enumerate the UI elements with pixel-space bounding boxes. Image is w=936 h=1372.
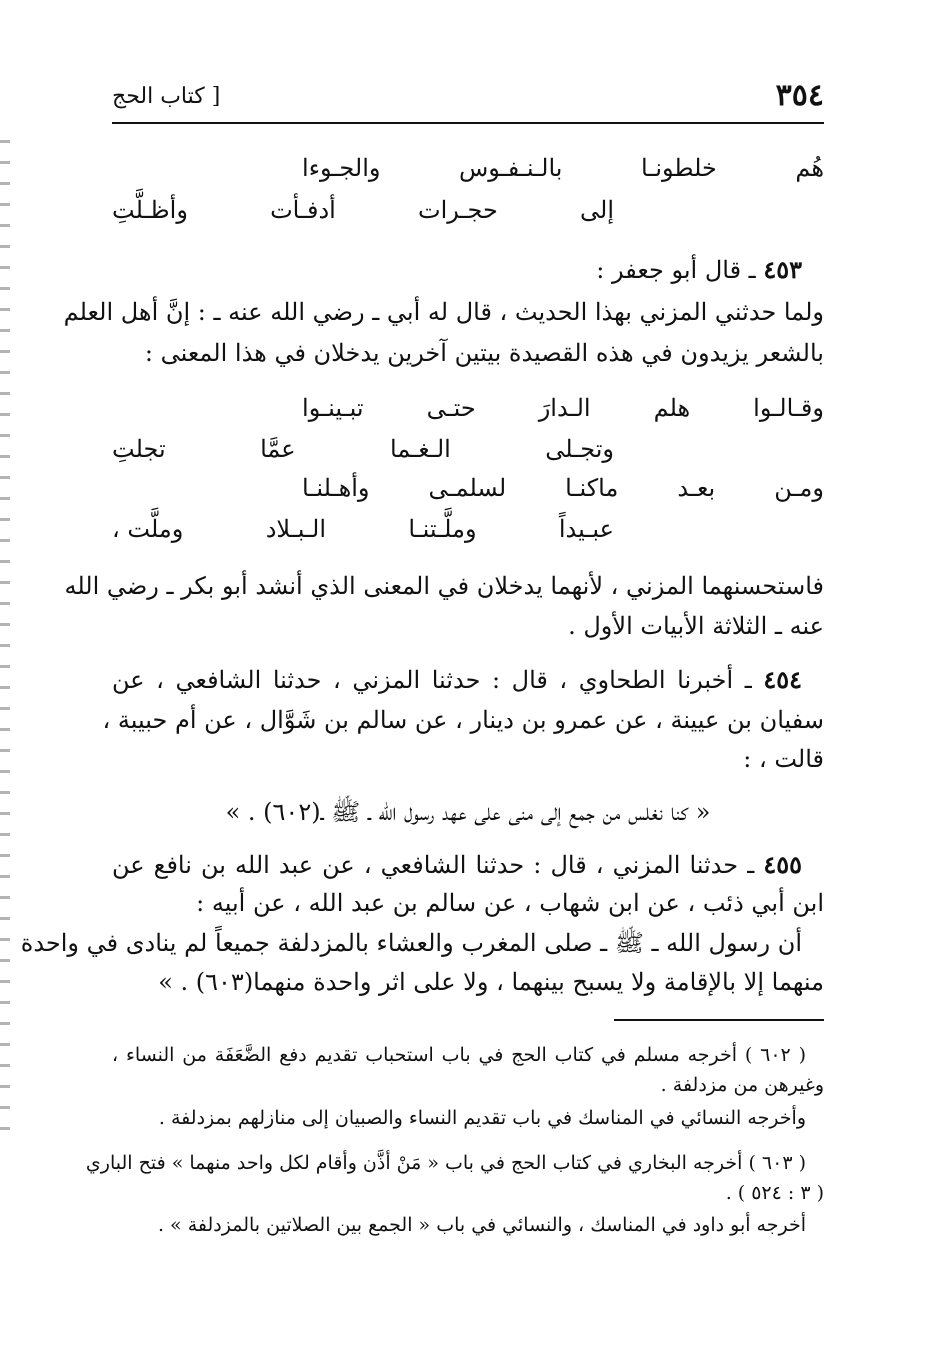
text-line: منهما إلا بالإقامة ولا يسبح بينهما ، ولا على اثر واحدة منهما(٦٠٣) . » <box>158 968 824 996</box>
footnote-line: أخرجه أبو داود في المناسك ، والنسائي في باب « الجمع بين الصلاتين بالمزدلفة » . <box>157 1214 806 1236</box>
verse-word: تجلتِ <box>112 435 166 463</box>
verse-word: هلم <box>653 394 691 422</box>
verse-word: الـغـما <box>390 435 451 463</box>
verse-word: لسلمـى <box>428 474 507 502</box>
footnote-line: ( ٣ : ٥٢٤ ) . <box>725 1182 824 1204</box>
verse-word: وملَّت ، <box>112 515 184 543</box>
text-line: عنه ـ الثلاثة الأبيات الأول . <box>568 612 824 640</box>
footnote-line: وغيرهن من مزدلفة . <box>660 1074 824 1096</box>
page-number: ٣٥٤ <box>775 78 824 113</box>
verse-line <box>112 507 824 551</box>
verse-word: وتجـلى <box>545 435 614 463</box>
text-run: ـ أخبرنا الطحاوي ، قال : حدثنا المزني ، حدثنا الشافعي ، عن <box>112 666 764 694</box>
verse-word: إلى <box>580 196 614 224</box>
section-number: ٤٥٥ <box>763 850 802 879</box>
footnote-line: وأخرجه النسائي في المناسك في باب تقديم النساء والصبيان إلى منازلهم بمزدلفة . <box>158 1107 806 1129</box>
verse-line <box>112 146 824 190</box>
verse-line <box>112 386 824 430</box>
verse-word: خلطونـا <box>640 154 717 182</box>
verse-word: تبـينـوا <box>302 394 364 422</box>
verse-word: ومـن <box>774 474 824 502</box>
page-header <box>112 76 824 120</box>
verse-word: حتـى <box>426 394 476 422</box>
verse-word: وقـالـوا <box>753 394 824 422</box>
verse-word: عمَّا <box>260 435 296 463</box>
verse-word: أدفـأت <box>270 196 336 224</box>
section-first-line <box>112 660 824 700</box>
text-run: ـ حدثنا المزني ، قال : حدثنا الشافعي ، عن عبد الله بن نافع عن <box>112 851 764 879</box>
verse-word: الـبـلاد <box>265 515 326 543</box>
text-line: ابن أبي ذئب ، عن ابن شهاب ، عن سالم بن عبد الله ، عن أبيه : <box>196 889 824 917</box>
text-line: قالت ، : <box>743 745 824 773</box>
verse-line <box>112 188 824 232</box>
text-line: ولما حدثني المزني بهذا الحديث ، قال له أبي ـ رضي الله عنه ـ : إنَّ أهل العلم <box>63 298 824 326</box>
footnote-rule <box>614 1019 824 1021</box>
text-line: أن رسول الله ـ ﷺ ـ صلى المغرب والعشاء بالمزدلفة جميعاً لم ينادى في واحدة <box>20 929 802 957</box>
header-rule <box>112 122 824 124</box>
verse-word: هُم <box>795 154 824 182</box>
verse-word: الـدارَ <box>538 394 591 422</box>
verse-word: بعـد <box>677 474 716 502</box>
verse-word: ماكنـا <box>565 474 619 502</box>
section-heading <box>112 250 824 290</box>
verse-word: والجـوءا <box>302 154 381 182</box>
text-line: سفيان بن عيينة ، عن عمرو بن دينار ، عن سالم بن شَوَّال ، عن أم حبيبة ، <box>102 706 824 734</box>
verse-line <box>112 466 824 510</box>
text-line: بالشعر يزيدون في هذه القصيدة بيتين آخرين يدخلان في هذا المعنى : <box>144 339 824 367</box>
text-line: فاستحسنهما المزني ، لأنهما يدخلان في المعنى الذي أنشد أبو بكر ـ رضي الله <box>64 572 824 600</box>
verse-line <box>112 427 824 471</box>
scan-edge-shadow <box>0 140 10 1140</box>
footnote-line: ( ٦٠٣ ) أخرجه البخاري في كتاب الحج في باب « مَنْ أذَّن وأقام لكل واحد منهما » فتح الباري <box>85 1152 806 1174</box>
verse-word: وأظـلَّتِ <box>112 196 188 224</box>
verse-word: حجـرات <box>417 196 498 224</box>
footnote-line: ( ٦٠٢ ) أخرجه مسلم في كتاب الحج في باب استحباب تقديم دفع الضَّعَفَة من النساء ، <box>112 1044 806 1066</box>
running-title: [ كتاب الحج <box>112 84 221 109</box>
section-first-line <box>112 845 824 885</box>
verse-word: وملَّـتنـا <box>408 515 477 543</box>
section-heading-text: ـ قال أبو جعفر : <box>596 256 764 284</box>
verse-word: وأهـلنـا <box>302 474 370 502</box>
section-number: ٤٥٣ <box>763 255 802 284</box>
section-number: ٤٥٤ <box>763 665 802 694</box>
hadith-quote: « كنا نغلس من جمع إلى منى على عهد رسول الله ـ ﷺ ـ(٦٠٢) . » <box>225 798 711 826</box>
verse-word: عبـيداً <box>558 515 614 543</box>
verse-word: بالـنـفـوس <box>458 154 563 182</box>
